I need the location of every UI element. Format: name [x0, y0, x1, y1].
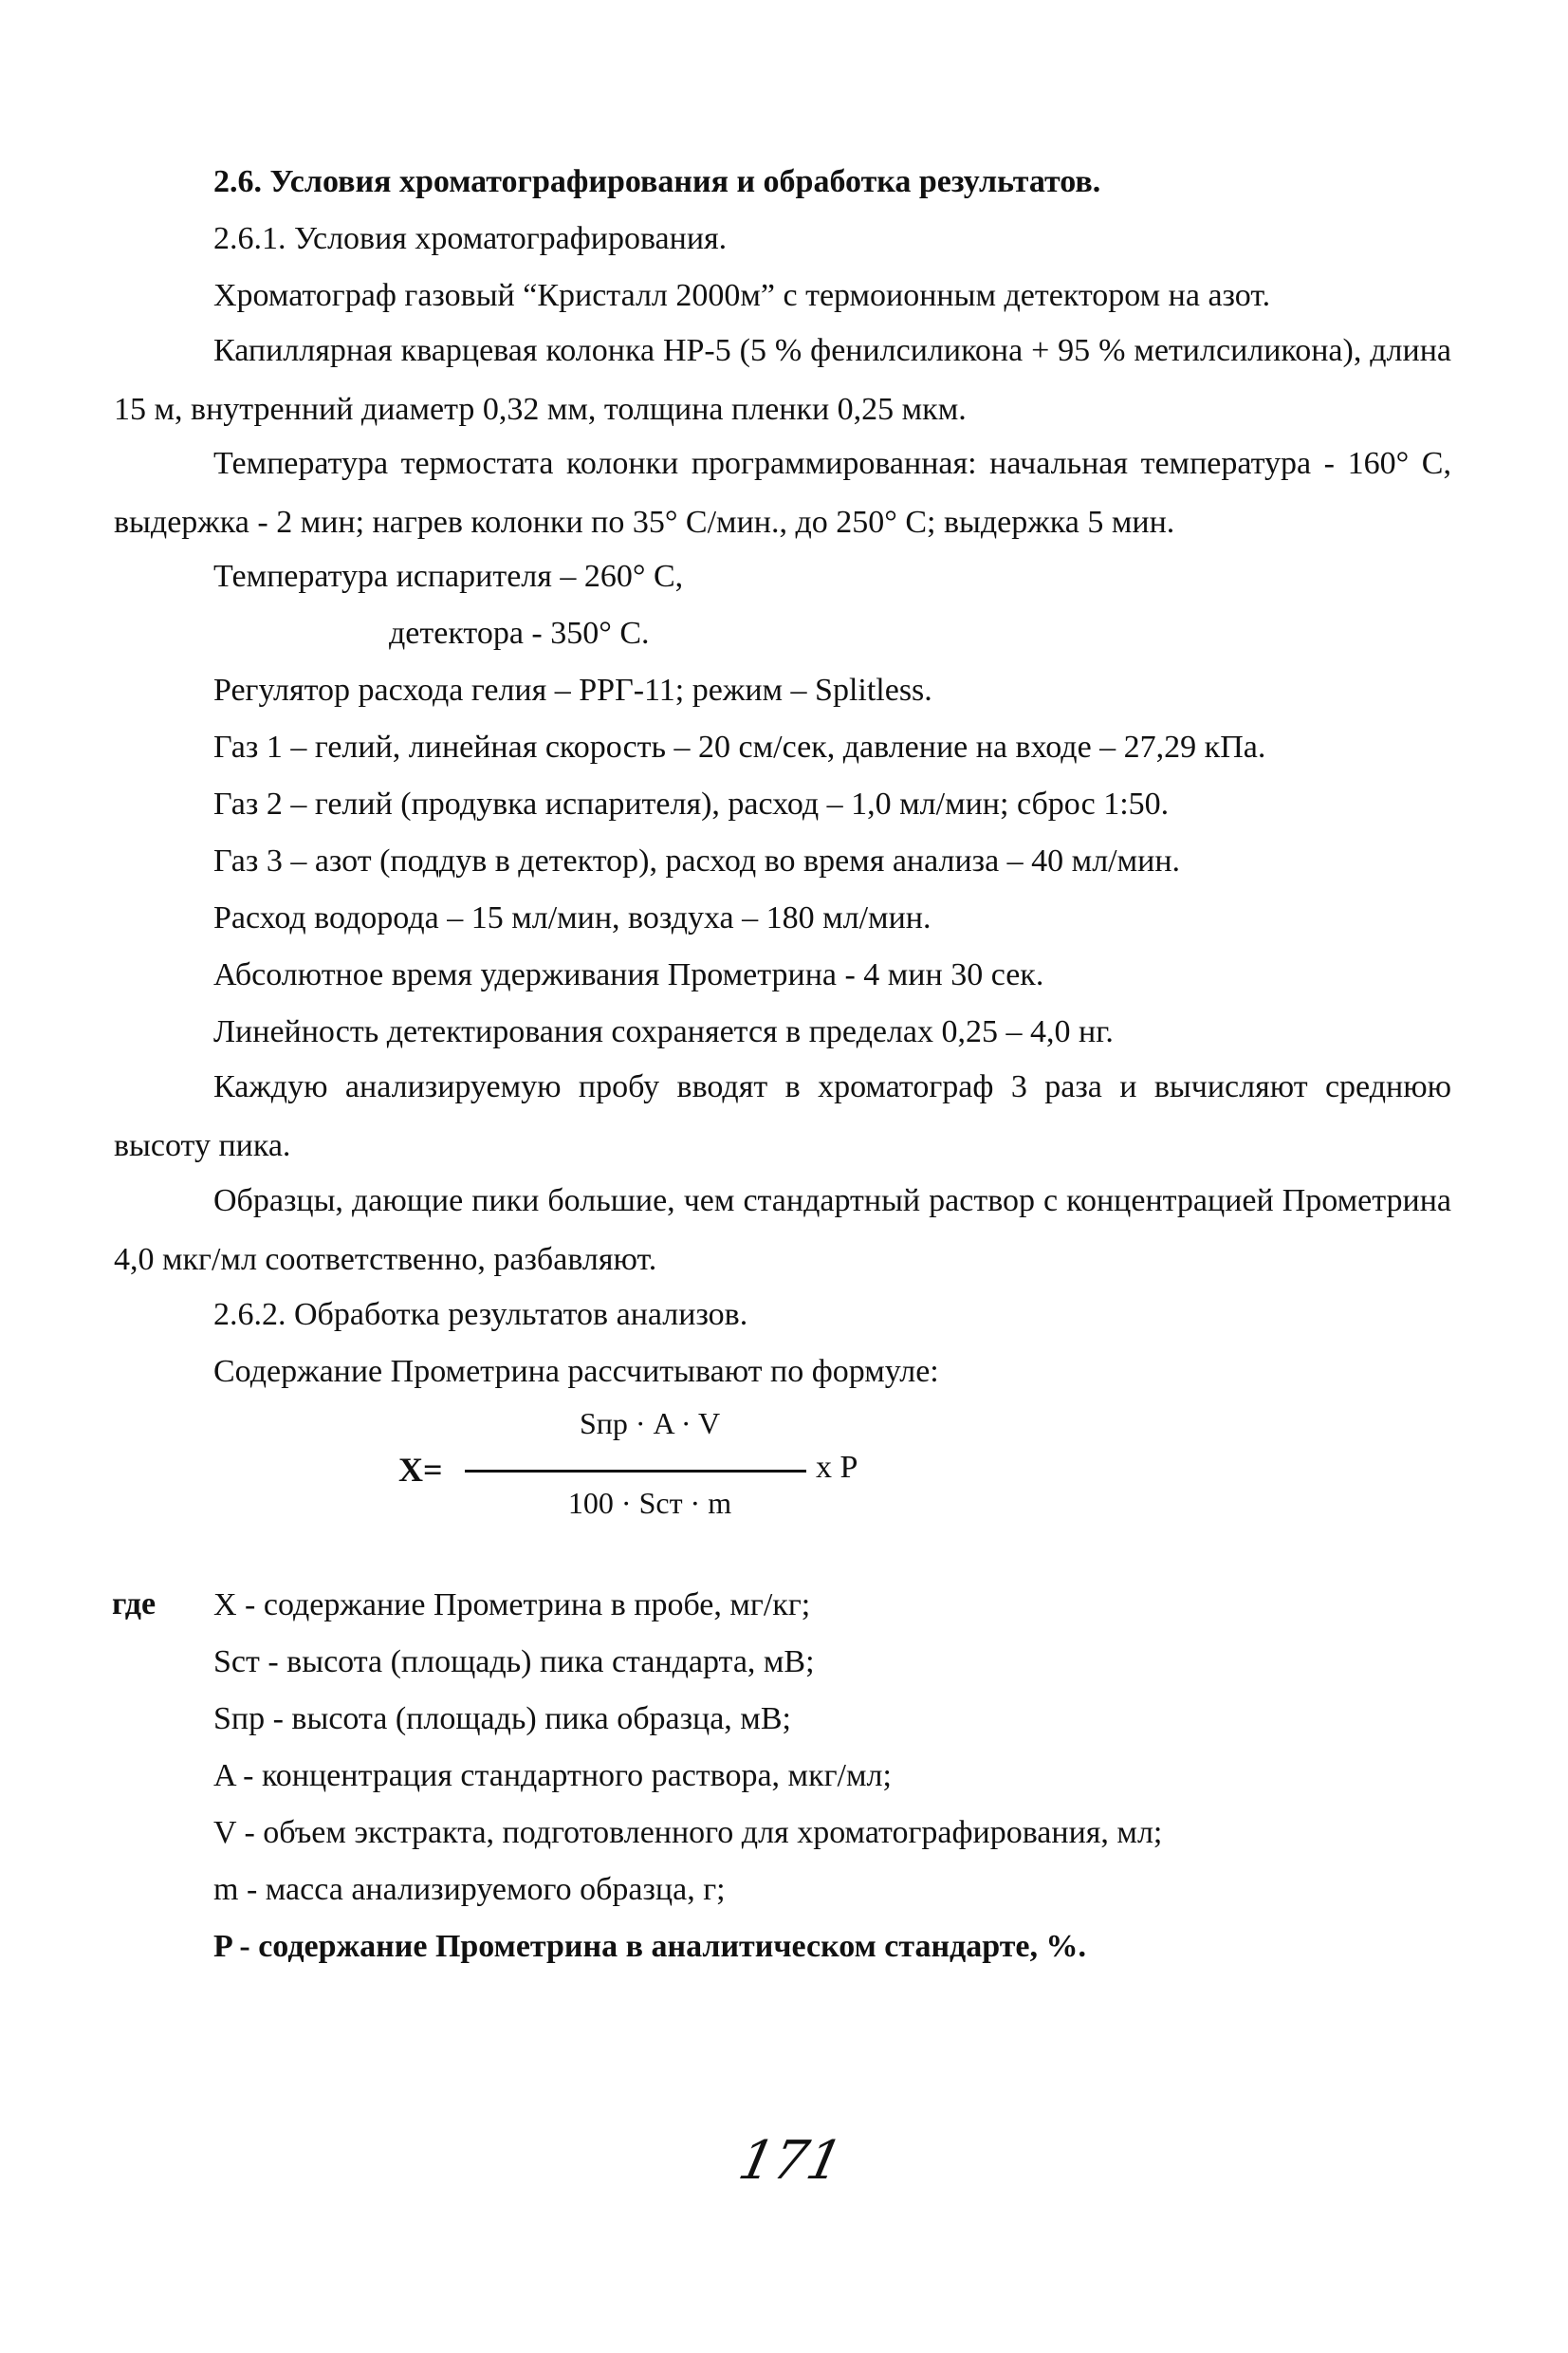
definition-spr: Sпр - высота (площадь) пика образца, мВ;	[213, 1701, 791, 1736]
formula-intro: Содержание Прометрина рассчитывают по формуле:	[213, 1354, 939, 1389]
definition-x: X - содержание Прометрина в пробе, мг/кг;	[213, 1587, 811, 1622]
formula-denominator: 100 · Sст · m	[567, 1486, 732, 1520]
flow-text: Расход водорода – 15 мл/мин, воздуха – 180 мл/мин.	[213, 900, 932, 936]
page-number: 171	[733, 2130, 848, 2192]
definition-p: P - содержание Прометрина в аналитическом стандарте, %.	[213, 1929, 1086, 1964]
subsection-title: 2.6.1. Условия хроматографирования.	[213, 221, 728, 256]
column-text: Капиллярная кварцевая колонка HP-5 (5 % фенилсиликона + 95 % метилсиликона), длина 15 м, внутренний диаметр 0,32 мм, толщина пленки 0,25 мкм.	[114, 333, 1451, 427]
column-paragraph	[114, 322, 1451, 439]
retention-text: Абсолютное время удерживания Прометрина - 4 мин 30 сек.	[213, 957, 1044, 992]
evaporator-temp: Температура испарителя – 260° С,	[213, 559, 684, 594]
dilution-paragraph	[114, 1172, 1451, 1289]
injection-text: Каждую анализируемую пробу вводят в хроматограф 3 раза и вычисляют среднюю высоту пика.	[114, 1069, 1451, 1163]
regulator-text: Регулятор расхода гелия – РРГ-11; режим – Splitless.	[213, 673, 932, 708]
section-title: 2.6. Условия хроматографирования и обработка результатов.	[213, 164, 1101, 199]
gas1-text: Газ 1 – гелий, линейная скорость – 20 см/сек, давление на входе – 27,29 кПа.	[213, 730, 1266, 765]
definition-a: A - концентрация стандартного раствора, мкг/мл;	[213, 1758, 892, 1793]
formula-multiplier: x P	[816, 1450, 858, 1485]
linearity-text: Линейность детектирования сохраняется в пределах 0,25 – 4,0 нг.	[213, 1014, 1114, 1049]
gas2-text: Газ 2 – гелий (продувка испарителя), расход – 1,0 мл/мин; сброс 1:50.	[213, 787, 1170, 822]
definition-m: m - масса анализируемого образца, г;	[213, 1872, 726, 1907]
formula	[398, 1406, 892, 1539]
dilution-text: Образцы, дающие пики большие, чем стандартный раствор с концентрацией Прометрина 4,0 мкг/мл соответственно, разбавляют.	[114, 1183, 1451, 1277]
formula-numerator: Sпр · A · V	[579, 1406, 721, 1440]
thermostat-paragraph	[114, 435, 1451, 552]
thermostat-text: Температура термостата колонки программированная: начальная температура - 160° С, выдержка - 2 мин; нагрев колонки по 35° С/мин., до 250° С; выдержка 5 мин.	[114, 446, 1451, 540]
chromatograph-text: Хроматограф газовый “Кристалл 2000м” с термоионным детектором на азот.	[213, 278, 1271, 313]
detector-temp: детектора - 350° С.	[389, 616, 650, 651]
gas3-text: Газ 3 – азот (поддув в детектор), расход во время анализа – 40 мл/мин.	[213, 843, 1181, 879]
formula-lhs: X=	[398, 1451, 443, 1489]
where-label: где	[112, 1586, 157, 1621]
fraction-bar	[465, 1470, 806, 1473]
definition-v: V - объем экстракта, подготовленного для хроматографирования, мл;	[213, 1815, 1163, 1850]
injection-paragraph	[114, 1058, 1451, 1176]
subsection-2-title: 2.6.2. Обработка результатов анализов.	[213, 1297, 748, 1332]
definition-sst: Sст - высота (площадь) пика стандарта, мВ;	[213, 1644, 815, 1679]
